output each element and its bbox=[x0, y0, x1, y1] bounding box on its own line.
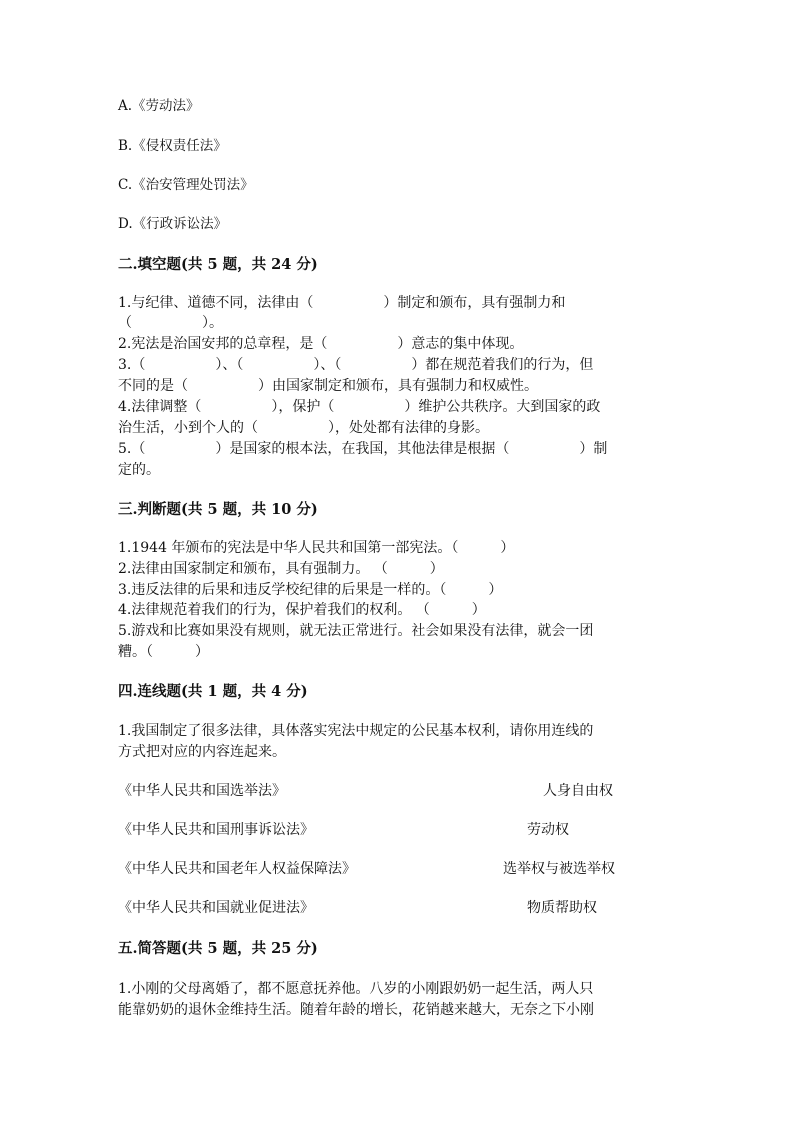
option-d: D.《行政诉讼法》 bbox=[118, 216, 228, 232]
match-right-item: 人身自由权 bbox=[543, 783, 613, 799]
match-left-item: 《中华人民共和国选举法》 bbox=[118, 783, 286, 799]
option-c: C.《治安管理处罚法》 bbox=[118, 177, 254, 193]
section-2-heading: 二.填空题(共 5 题，共 24 分) bbox=[118, 256, 318, 273]
section-2-line: 不同的是（ ）由国家制定和颁布，具有强制力和权威性。 bbox=[118, 378, 538, 394]
match-left-item: 《中华人民共和国刑事诉讼法》 bbox=[118, 822, 314, 838]
section-3-heading: 三.判断题(共 5 题，共 10 分) bbox=[118, 501, 318, 518]
option-a: A.《劳动法》 bbox=[118, 98, 200, 114]
section-2-line: 4.法律调整（ ），保护（ ）维护公共秩序。大到国家的政 bbox=[118, 399, 601, 415]
section-2-line: 治生活，小到个人的（ ），处处都有法律的身影。 bbox=[118, 420, 489, 436]
section-3-line: 1.1944 年颁布的宪法是中华人民共和国第一部宪法。（ ） bbox=[118, 540, 515, 556]
section-3-line: 5.游戏和比赛如果没有规则，就无法正常进行。社会如果没有法律，就会一团 bbox=[118, 623, 594, 639]
match-right-item: 选举权与被选举权 bbox=[503, 861, 615, 877]
match-right-item: 物质帮助权 bbox=[527, 900, 597, 916]
match-left-item: 《中华人民共和国就业促进法》 bbox=[118, 900, 314, 916]
section-3-line: 糟。（ ） bbox=[118, 644, 209, 660]
section-2-line: 3.（ ）、（ ）、（ ）都在规范着我们的行为，但 bbox=[118, 357, 594, 373]
section-3-line: 4.法律规范着我们的行为，保护着我们的权利。 （ ） bbox=[118, 602, 486, 618]
section-2-line: 5.（ ）是国家的根本法，在我国，其他法律是根据（ ）制 bbox=[118, 441, 608, 457]
section-3-line: 3.违反法律的后果和违反学校纪律的后果是一样的。（ ） bbox=[118, 582, 503, 598]
section-5-line: 1.小刚的父母离婚了，都不愿意抚养他。八岁的小刚跟奶奶一起生活，两人只 bbox=[118, 981, 594, 997]
section-3-line: 2.法律由国家制定和颁布，具有强制力。 （ ） bbox=[118, 561, 444, 577]
section-5-line: 能靠奶奶的退休金维持生活。随着年龄的增长，花销越来越大，无奈之下小刚 bbox=[118, 1002, 594, 1018]
section-5-heading: 五.简答题(共 5 题，共 25 分) bbox=[118, 940, 318, 957]
option-b: B.《侵权责任法》 bbox=[118, 138, 227, 154]
section-2-line: （ ）。 bbox=[118, 315, 223, 331]
match-right-item: 劳动权 bbox=[527, 822, 569, 838]
section-4-intro-line: 方式把对应的内容连起来。 bbox=[118, 744, 286, 760]
section-2-line: 2.宪法是治国安邦的总章程，是（ ）意志的集中体现。 bbox=[118, 336, 524, 352]
section-4-intro-line: 1.我国制定了很多法律，具体落实宪法中规定的公民基本权利，请你用连线的 bbox=[118, 723, 594, 739]
section-2-line: 定的。 bbox=[118, 462, 160, 478]
match-left-item: 《中华人民共和国老年人权益保障法》 bbox=[118, 861, 356, 877]
section-2-line: 1.与纪律、道德不同，法律由（ ）制定和颁布，具有强制力和 bbox=[118, 295, 566, 311]
section-4-heading: 四.连线题(共 1 题，共 4 分) bbox=[118, 683, 308, 700]
